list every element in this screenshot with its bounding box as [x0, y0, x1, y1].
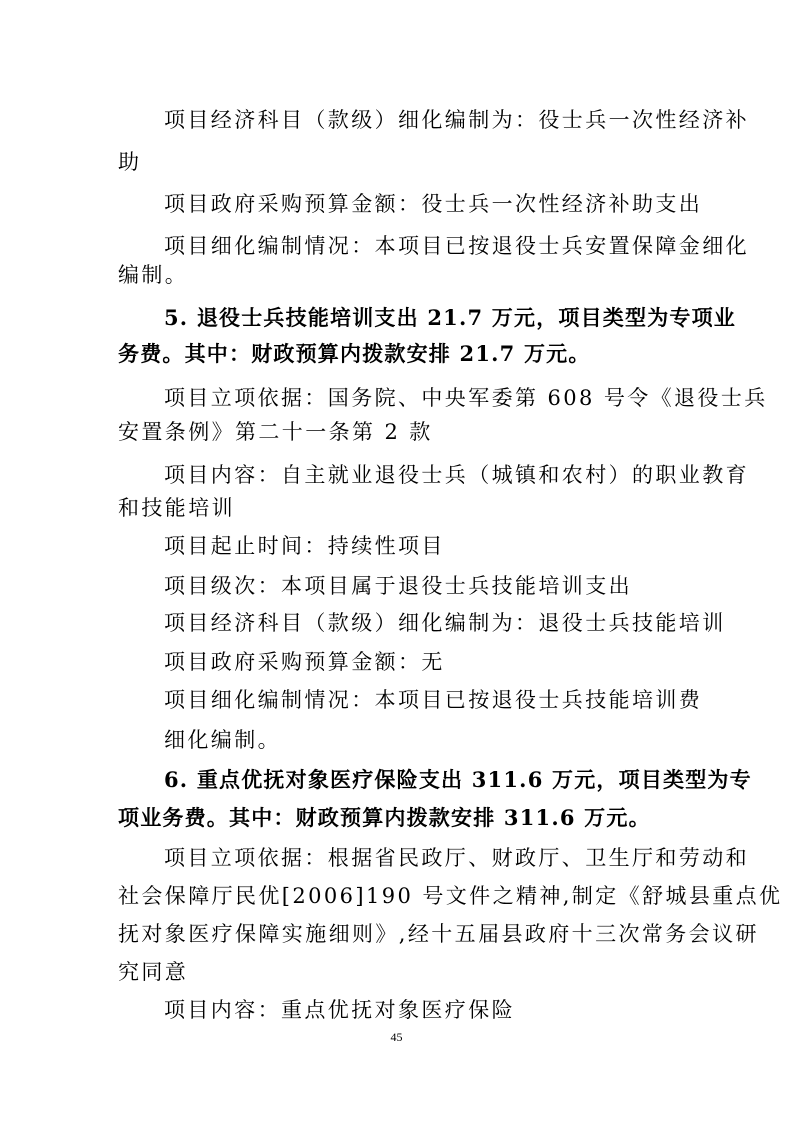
text-line: 项目起止时间：持续性项目 — [164, 534, 445, 558]
text-line: 项目立项依据：国务院、中央军委第 608 号令《退役士兵 — [164, 386, 768, 410]
text-line: 编制。 — [118, 263, 189, 287]
text-line: 项目经济科目（款级）细化编制为：退役士兵技能培训 — [164, 611, 726, 635]
text-line: 项目细化编制情况：本项目已按退役士兵安置保障金细化 — [164, 234, 749, 258]
text-line: 项目内容：自主就业退役士兵（城镇和农村）的职业教育 — [164, 463, 749, 487]
text-line: 和技能培训 — [118, 496, 235, 520]
section-heading: 务费。其中：财政预算内拨款安排 21.7 万元。 — [118, 341, 591, 366]
section-heading: 6. 重点优抚对象医疗保险支出 311.6 万元，项目类型为专 — [164, 767, 752, 792]
section-heading: 项业务费。其中：财政预算内拨款安排 311.6 万元。 — [118, 805, 651, 830]
text-line: 安置条例》第二十一条第 2 款 — [118, 420, 433, 444]
text-line: 项目级次：本项目属于退役士兵技能培训支出 — [164, 574, 632, 598]
text-line: 项目经济科目（款级）细化编制为：役士兵一次性经济补 — [164, 108, 749, 132]
text-line: 项目内容：重点优抚对象医疗保险 — [164, 998, 515, 1022]
text-line: 项目政府采购预算金额：无 — [164, 650, 445, 674]
section-heading: 5. 退役士兵技能培训支出 21.7 万元，项目类型为专项业 — [164, 305, 737, 330]
text-line: 抚对象医疗保障实施细则》,经十五届县政府十三次常务会议研 — [118, 922, 759, 946]
text-line: 项目细化编制情况：本项目已按退役士兵技能培训费 — [164, 688, 703, 712]
text-line: 究同意 — [118, 960, 189, 984]
text-line: 细化编制。 — [164, 728, 281, 752]
text-line: 助 — [118, 150, 142, 174]
page-number: 45 — [390, 1030, 403, 1044]
text-line: 项目政府采购预算金额：役士兵一次性经济补助支出 — [164, 192, 703, 216]
text-line: 项目立项依据：根据省民政厅、财政厅、卫生厅和劳动和 — [164, 846, 749, 870]
text-line: 社会保障厅民优[2006]190 号文件之精神,制定《舒城县重点优 — [118, 884, 783, 908]
